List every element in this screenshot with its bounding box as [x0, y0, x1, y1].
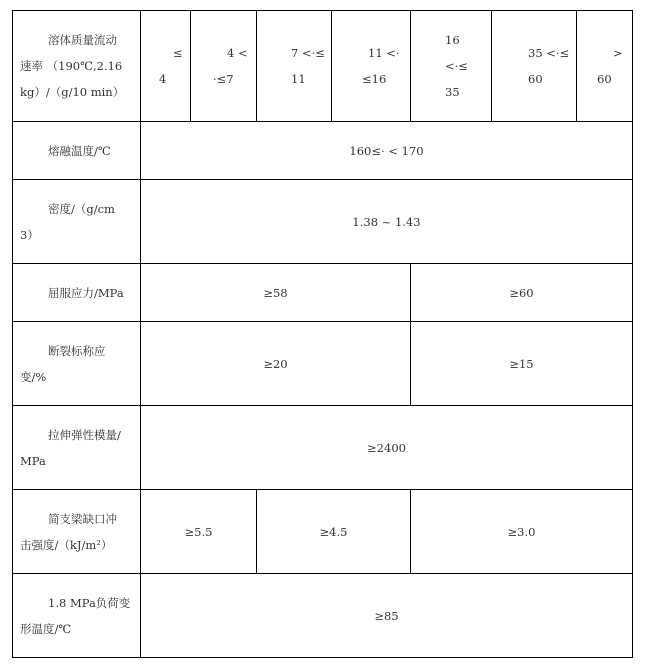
label-line: 熔融温度/℃ — [48, 143, 111, 158]
label-yield-stress — [13, 264, 141, 322]
range-line: 11 — [291, 72, 306, 86]
range-cell — [257, 11, 332, 122]
range-line: 16 <·≤ — [445, 33, 468, 73]
label-line: kg）/（g/10 min） — [20, 85, 125, 99]
range-cell — [141, 11, 191, 122]
range-line: ≤ — [173, 46, 183, 60]
value-melting-temperature: 160≤· < 170 — [141, 122, 633, 180]
label-line: 断裂标称应 — [48, 343, 106, 358]
row-tensile-modulus — [13, 406, 633, 490]
range-line: ≤16 — [362, 72, 387, 86]
range-line: 4 < — [227, 46, 248, 60]
label-notched-impact — [13, 490, 141, 574]
value-notched-impact-a: ≥5.5 — [141, 490, 257, 574]
range-line: ·≤7 — [213, 72, 234, 86]
range-line: 4 — [159, 72, 167, 86]
value-notched-impact-b: ≥4.5 — [257, 490, 411, 574]
label-break-strain — [13, 322, 141, 406]
row-notched-impact — [13, 490, 633, 574]
range-line: 11 <· — [368, 46, 400, 60]
label-melt-flow-rate — [13, 11, 141, 122]
row-yield-stress — [13, 264, 633, 322]
value-notched-impact-c: ≥3.0 — [411, 490, 633, 574]
range-cell — [191, 11, 257, 122]
row-density — [13, 180, 633, 264]
value-break-strain-a: ≥20 — [141, 322, 411, 406]
range-cell — [492, 11, 577, 122]
range-line: 35 <·≤ — [528, 46, 570, 60]
value-tensile-modulus: ≥2400 — [141, 406, 633, 490]
range-line: 35 — [445, 85, 460, 99]
label-line: 速率 （190℃,2.16 — [20, 59, 123, 73]
label-heat-deflection — [13, 574, 141, 658]
label-tensile-modulus — [13, 406, 141, 490]
range-cell — [332, 11, 411, 122]
label-line: 简支梁缺口冲 — [48, 511, 117, 526]
label-density — [13, 180, 141, 264]
value-yield-stress-a: ≥58 — [141, 264, 411, 322]
label-line: 形温度/℃ — [20, 621, 72, 636]
value-density: 1.38 ~ 1.43 — [141, 180, 633, 264]
label-line: MPa — [20, 453, 46, 468]
range-line: 60 — [528, 72, 543, 86]
label-line: 屈服应力/MPa — [48, 285, 124, 300]
value-yield-stress-b: ≥60 — [411, 264, 633, 322]
label-line: 击强度/（kJ/m²） — [20, 537, 113, 552]
label-line: 密度/（g/cm — [48, 201, 115, 216]
label-line: 拉伸弹性模量/ — [48, 427, 121, 442]
range-line: 60 — [597, 72, 612, 86]
row-heat-deflection — [13, 574, 633, 658]
label-line: 变/% — [20, 369, 47, 384]
properties-table — [12, 10, 633, 658]
value-break-strain-b: ≥15 — [411, 322, 633, 406]
range-line: > — [613, 46, 623, 60]
row-melting-temperature — [13, 122, 633, 180]
label-line: 3） — [20, 227, 39, 242]
row-break-strain — [13, 322, 633, 406]
label-line: 1.8 MPa负荷变 — [48, 595, 131, 610]
value-heat-deflection: ≥85 — [141, 574, 633, 658]
range-line: 7 <·≤ — [291, 46, 325, 60]
range-cell — [411, 11, 492, 122]
range-cell — [577, 11, 633, 122]
row-melt-flow-rate — [13, 11, 633, 122]
label-line: 溶体质量流动 — [48, 33, 117, 47]
label-melting-temperature — [13, 122, 141, 180]
